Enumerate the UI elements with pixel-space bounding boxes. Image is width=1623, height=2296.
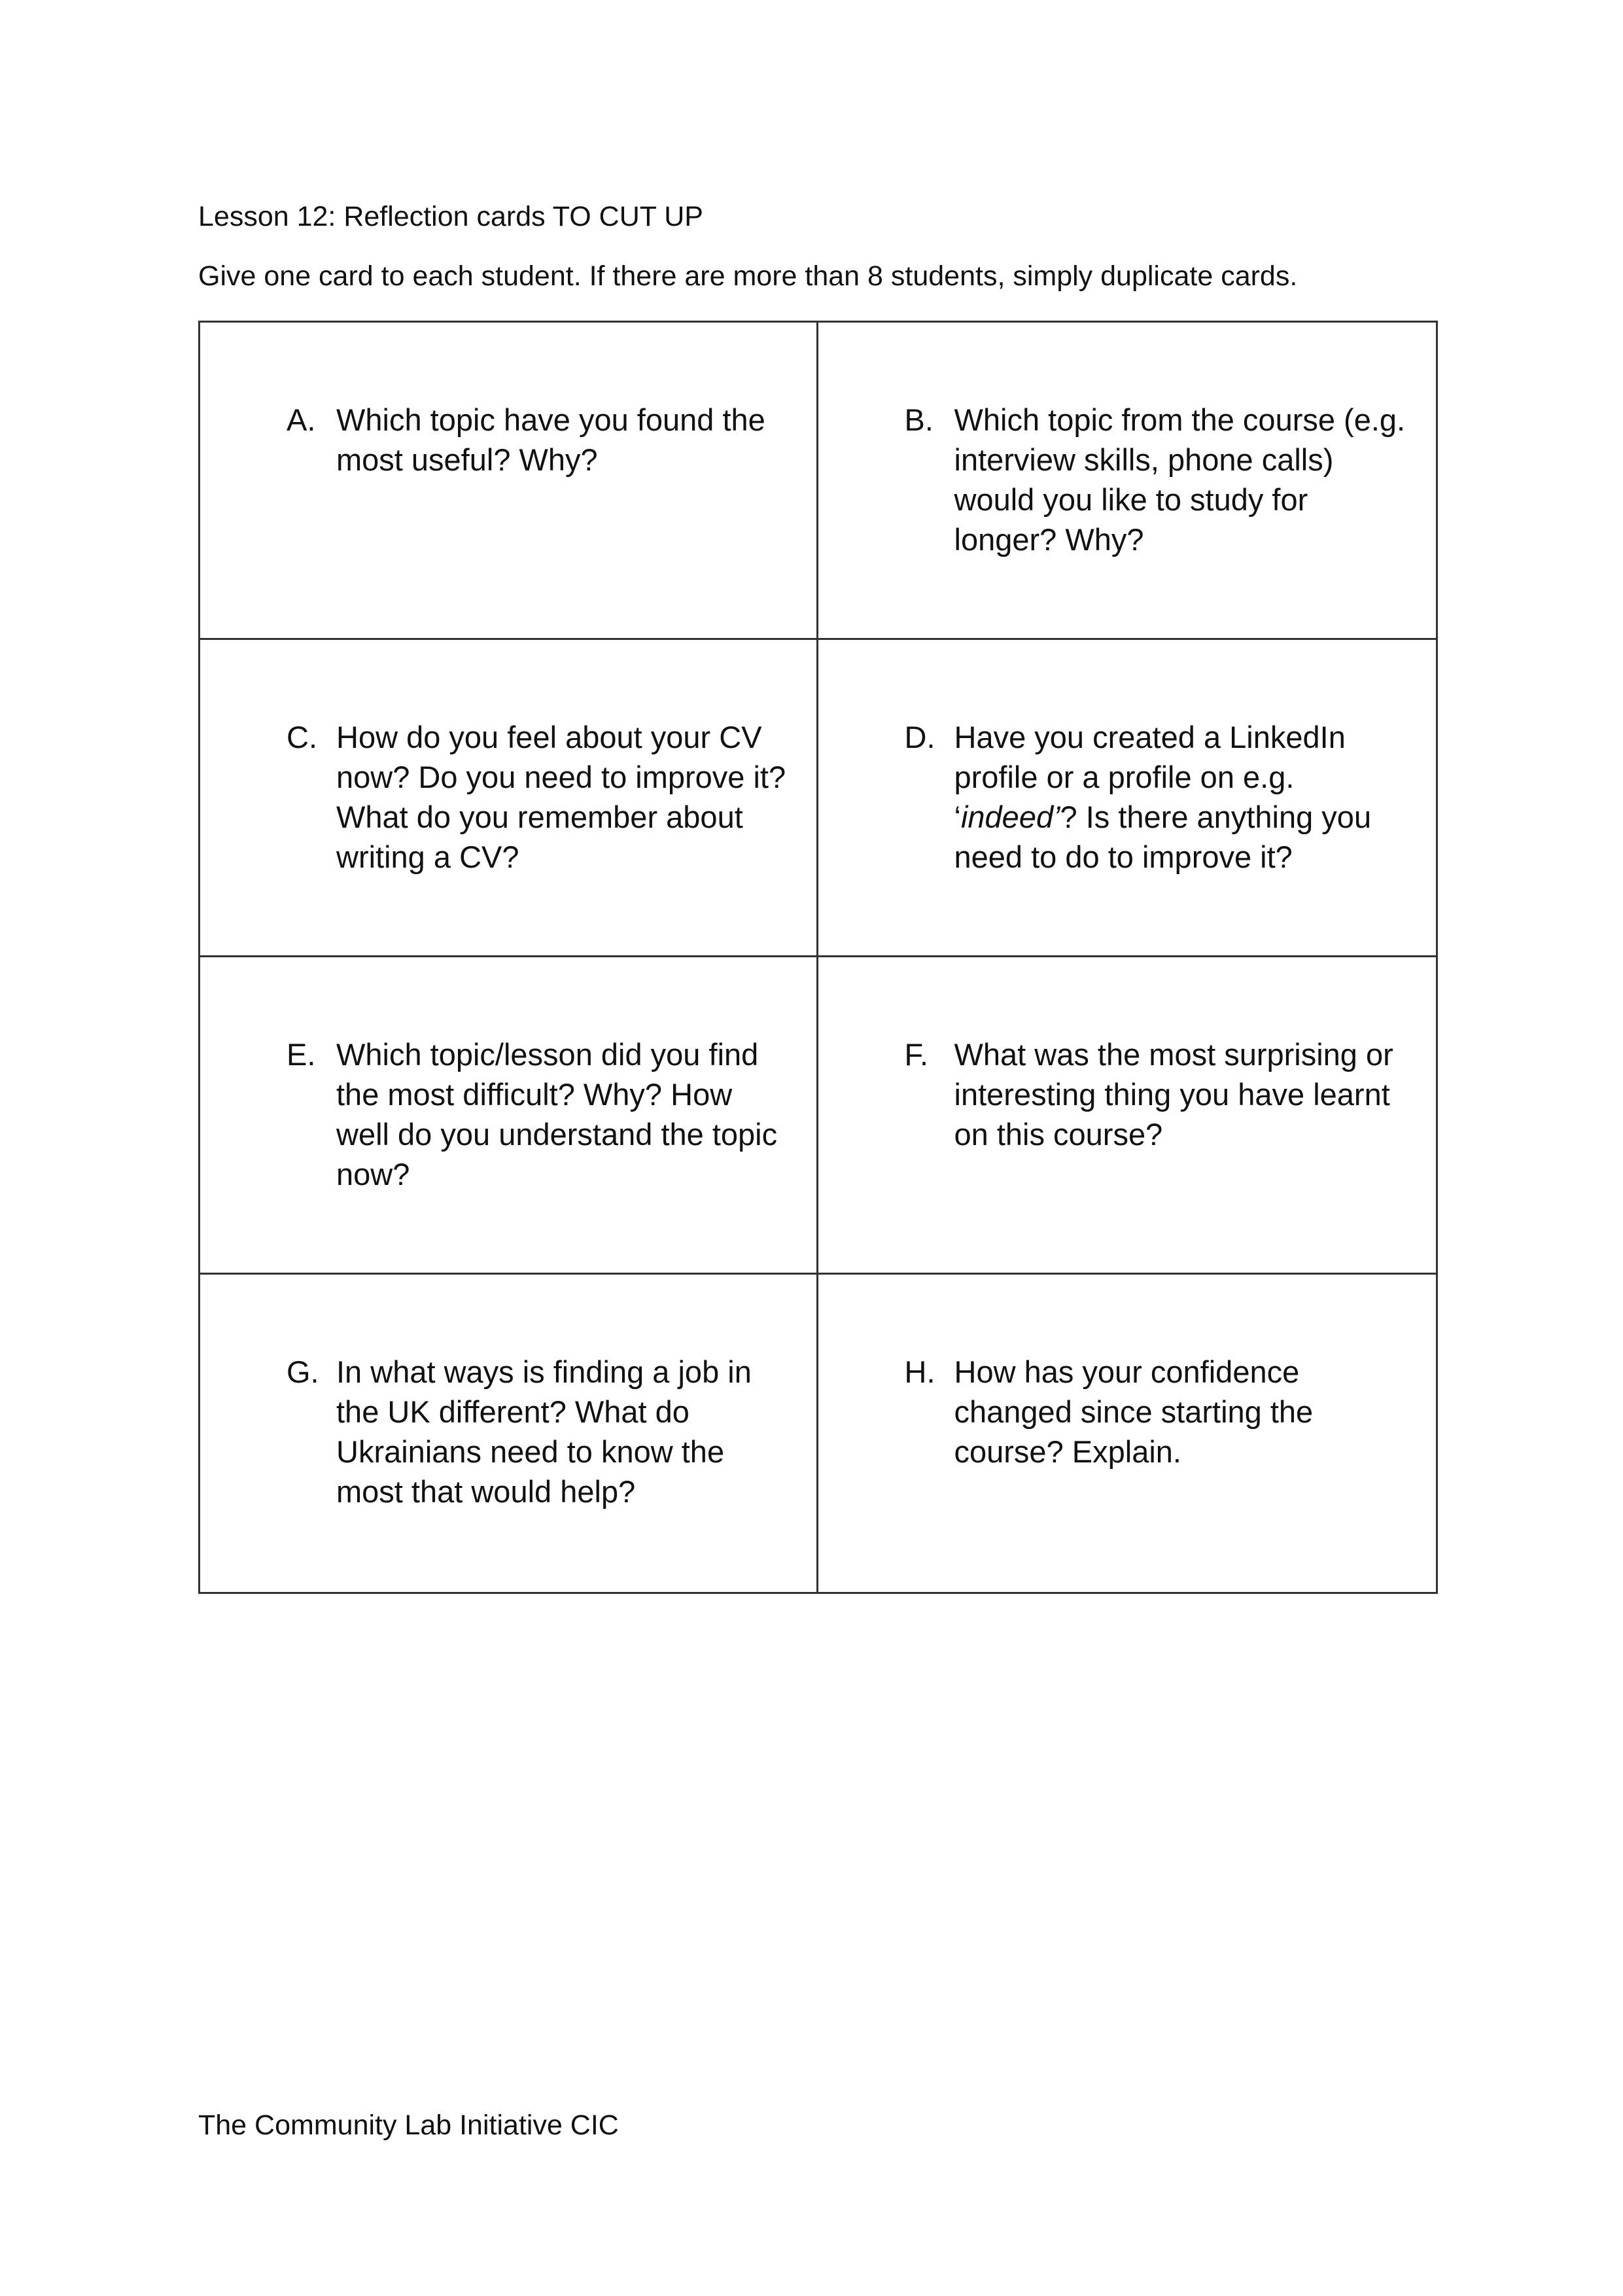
card-question: Which topic from the course (e.g. interview skills, phone calls) would you like to study for longer? Why? xyxy=(954,402,1406,557)
reflection-card-d xyxy=(818,640,1437,957)
reflection-card-c xyxy=(200,640,818,957)
card-letter: G. xyxy=(287,1354,319,1389)
reflection-card-grid xyxy=(198,321,1438,1594)
card-question: Which topic/lesson did you find the most difficult? Why? How well do you understand the topic now? xyxy=(336,1037,778,1192)
reflection-card-b xyxy=(818,323,1437,640)
card-question: How do you feel about your CV now? Do you need to improve it? What do you remember about writing a CV? xyxy=(336,720,786,874)
reflection-card-e xyxy=(200,957,818,1275)
card-letter: C. xyxy=(287,720,317,754)
card-question: What was the most surprising or interesting thing you have learnt on this course? xyxy=(954,1037,1393,1152)
instructions-text: Give one card to each student. If there are more than 8 students, simply duplicate cards. xyxy=(198,260,1298,292)
footer-organization: The Community Lab Initiative CIC xyxy=(198,2110,619,2141)
card-question xyxy=(954,717,1410,877)
card-letter: A. xyxy=(287,402,316,437)
card-letter: D. xyxy=(904,720,935,754)
reflection-card-h xyxy=(818,1275,1437,1592)
reflection-card-a xyxy=(200,323,818,640)
page-title: Lesson 12: Reflection cards TO CUT UP xyxy=(198,201,703,232)
card-letter: E. xyxy=(287,1037,316,1072)
card-question-start: Have you created a LinkedIn profile or a profile on e.g. ‘ xyxy=(954,720,1346,834)
card-question-end: ? Is there anything you need to do to improve it? xyxy=(954,800,1372,874)
card-question: In what ways is finding a job in the UK different? What do Ukrainians need to know the most that would help? xyxy=(336,1354,752,1509)
card-question-italic: indeed’ xyxy=(960,800,1060,834)
card-question: Which topic have you found the most useful? Why? xyxy=(336,402,765,477)
card-question: How has your confidence changed since starting the course? Explain. xyxy=(954,1354,1314,1469)
card-letter: F. xyxy=(904,1037,929,1072)
card-letter: B. xyxy=(904,402,934,437)
card-letter: H. xyxy=(904,1354,935,1389)
reflection-card-g xyxy=(200,1275,818,1592)
reflection-card-f xyxy=(818,957,1437,1275)
